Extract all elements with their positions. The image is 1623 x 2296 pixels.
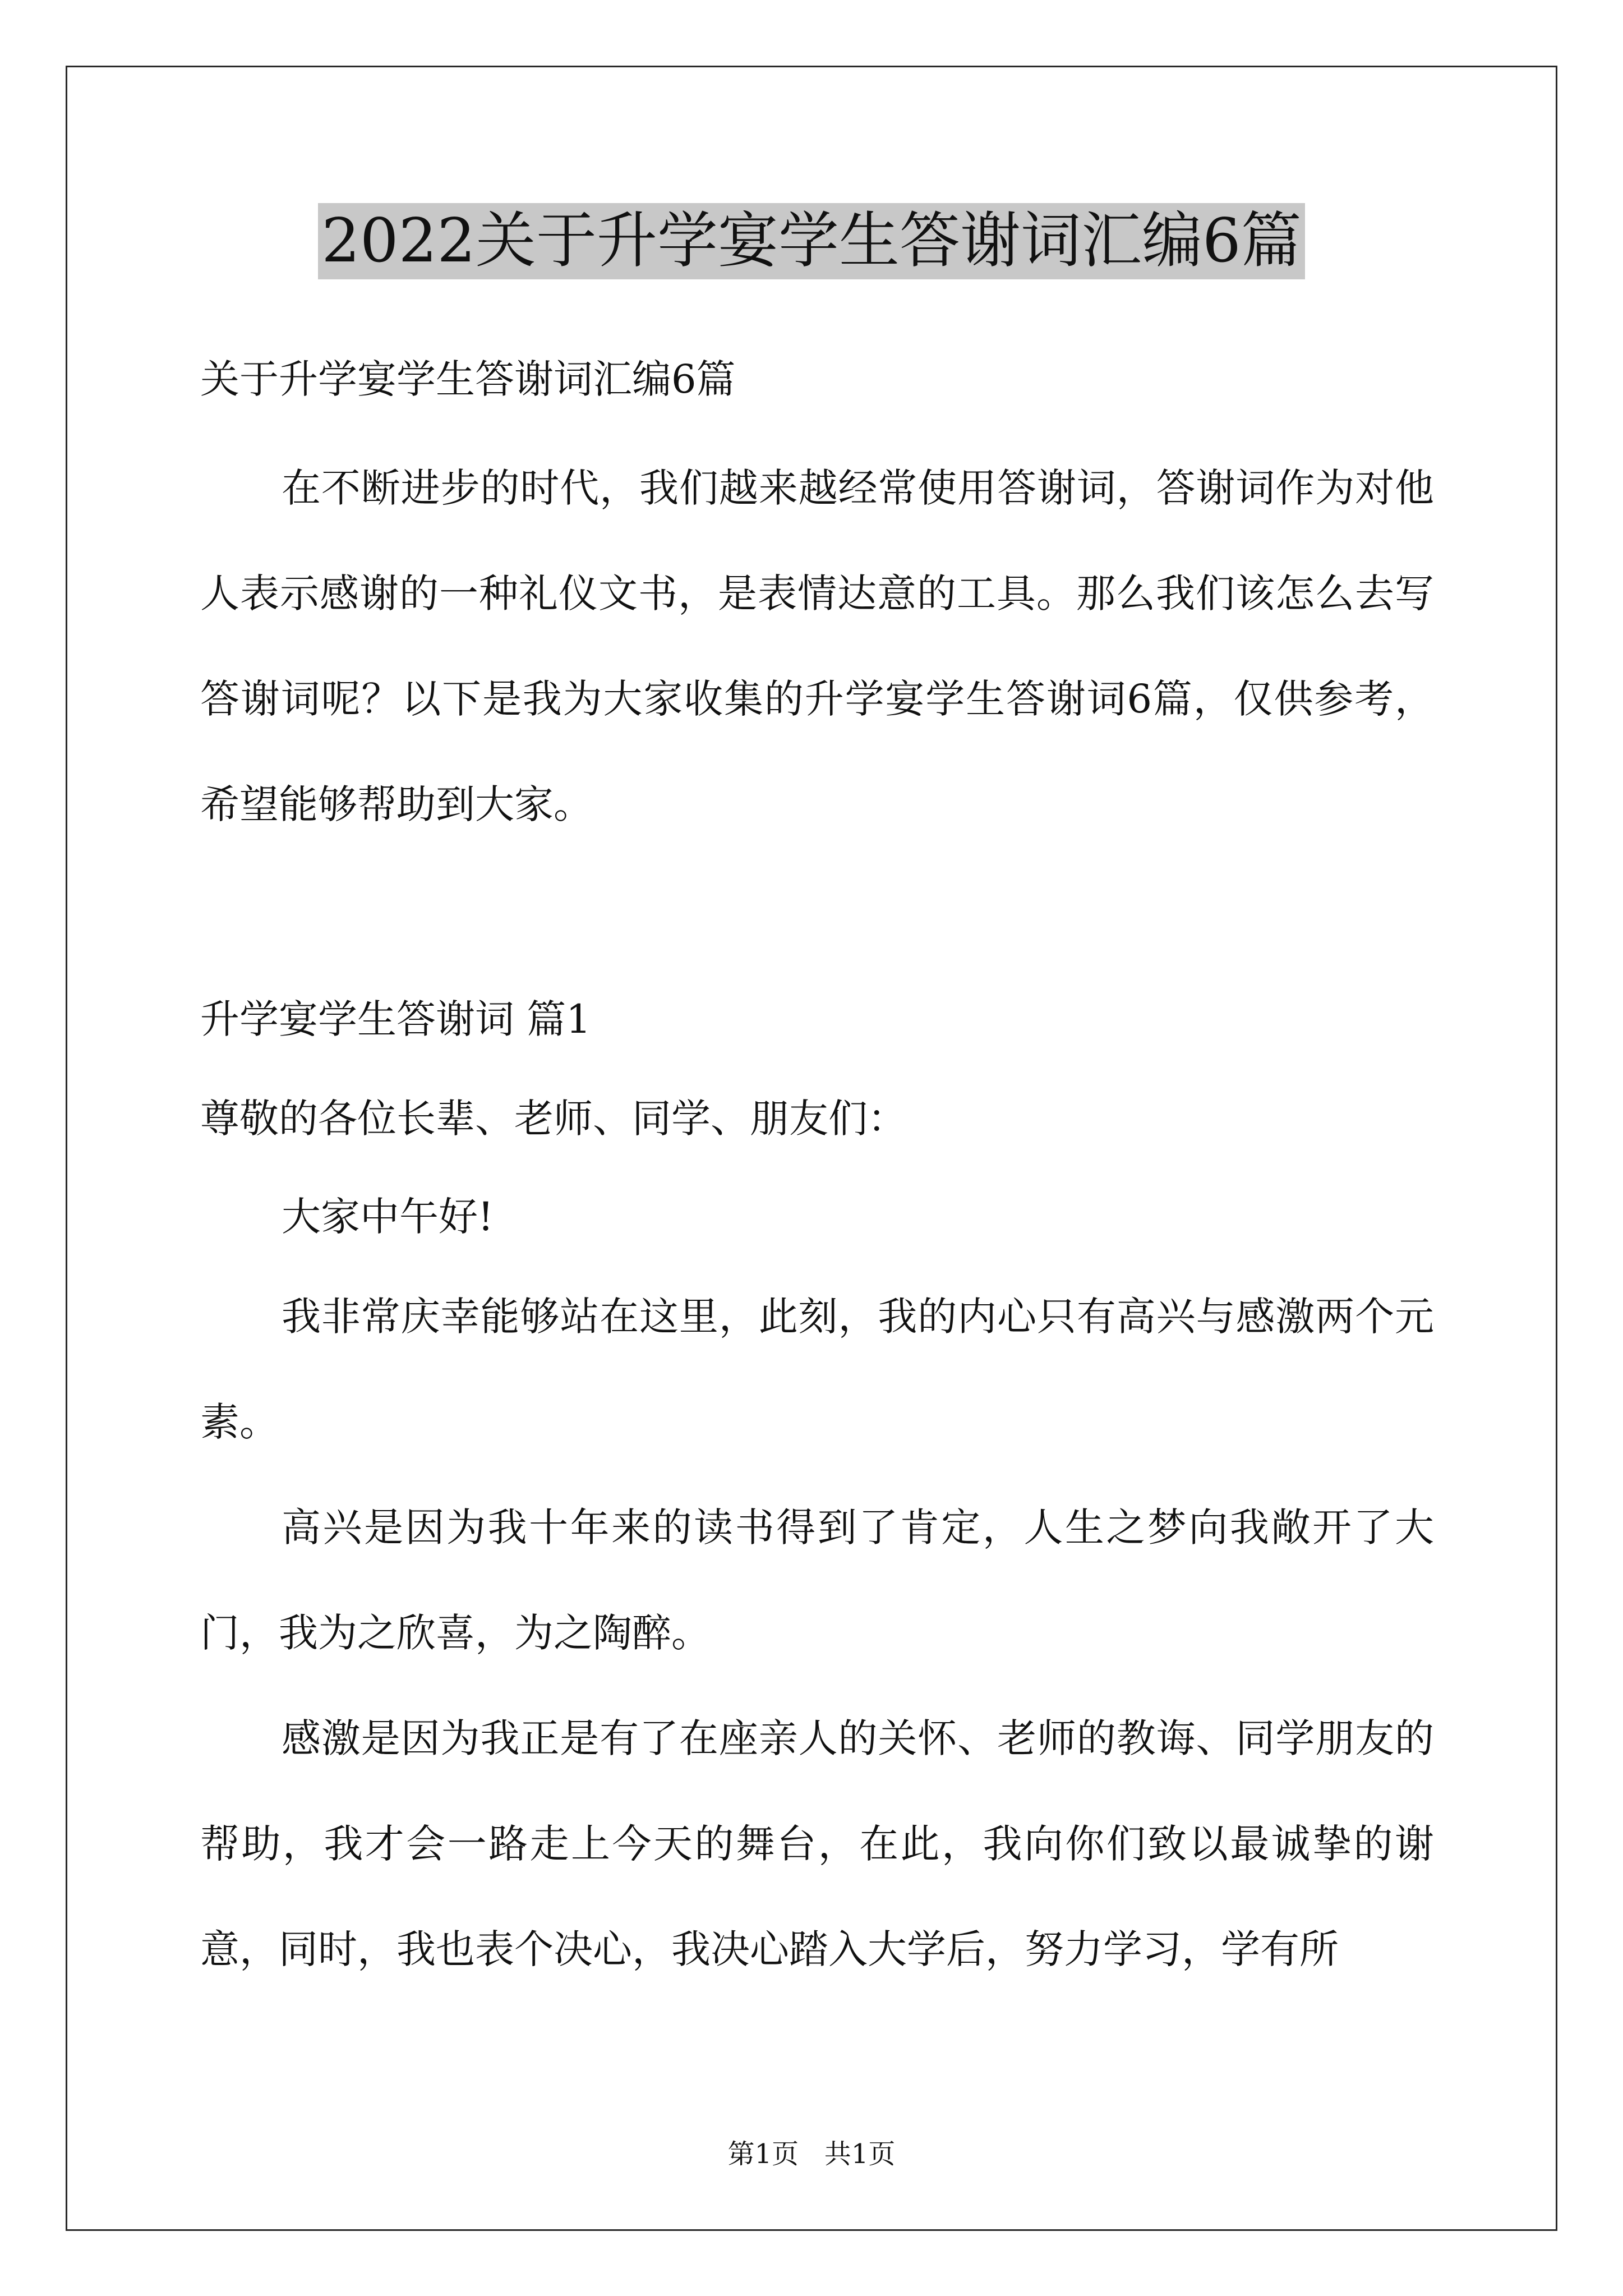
intro-paragraph: 在不断进步的时代，我们越来越经常使用答谢词，答谢词作为对他人表示感谢的一种礼仪文书，是表情达意的工具。那么我们该怎么去写答谢词呢？以下是我为大家收集的升学宴学生答谢词6篇，仅供参考，希望能够帮助到大家。 [200, 465, 1434, 827]
document-title: 2022关于升学宴学生答谢词汇编6篇 [318, 203, 1305, 279]
body-paragraph-1: 我非常庆幸能够站在这里，此刻，我的内心只有高兴与感激两个元素。 [200, 1294, 1434, 1445]
page-number-footer: 第1页 共1页 [727, 2138, 896, 2170]
title-container [0, 203, 1623, 279]
salutation: 尊敬的各位长辈、老师、同学、朋友们： [200, 1096, 907, 1142]
section-heading: 升学宴学生答谢词 篇1 [200, 996, 591, 1042]
body-paragraph-3: 感激是因为我正是有了在座亲人的关怀、老师的教诲、同学朋友的帮助，我才会一路走上今天的舞台，在此，我向你们致以最诚挚的谢意，同时，我也表个决心，我决心踏入大学后，努力学习，学有所 [200, 1715, 1434, 1972]
greeting: 大家中午好! [282, 1194, 494, 1240]
body-paragraph-2: 高兴是因为我十年来的读书得到了肯定，人生之梦向我敞开了大门，我为之欣喜，为之陶醉。 [200, 1504, 1434, 1656]
document-subtitle: 关于升学宴学生答谢词汇编6篇 [200, 356, 736, 402]
